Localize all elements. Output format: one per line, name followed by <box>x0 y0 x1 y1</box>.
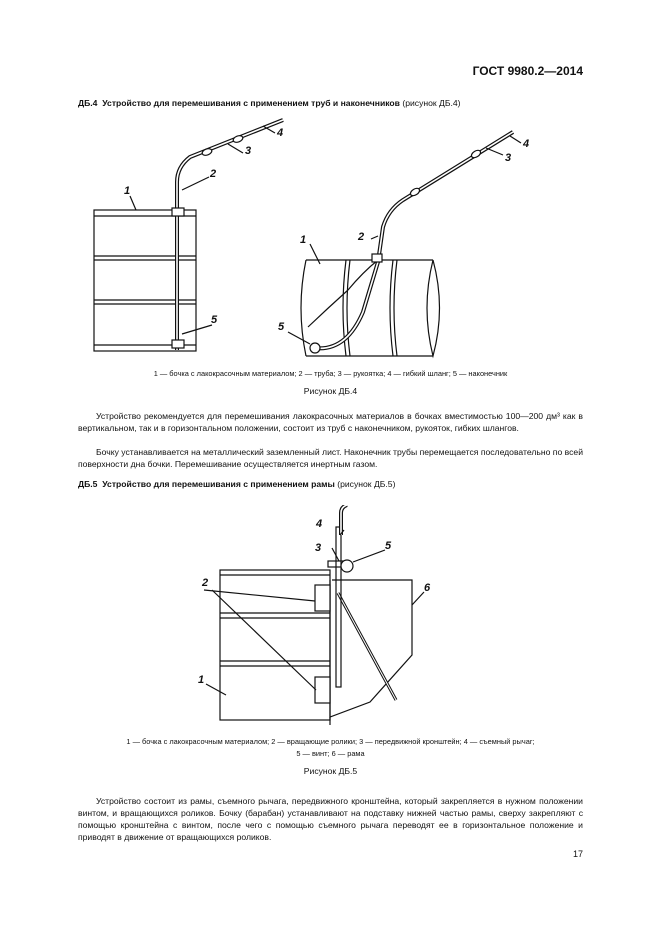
figure-d5-caption-line-2: 5 — винт; 6 — рама <box>296 749 365 758</box>
figure-d4-title: Рисунок ДБ.4 <box>303 386 358 396</box>
label-5-right: 5 <box>278 321 285 333</box>
label-4-right: 4 <box>523 138 530 150</box>
label-3-left: 3 <box>245 145 252 157</box>
standard-number: ГОСТ 9980.2—2014 <box>472 64 583 78</box>
label-5-left: 5 <box>211 314 218 326</box>
section-heading-d4 <box>78 98 461 108</box>
label-2-right: 2 <box>358 231 365 243</box>
paragraph-d5-1: Устройство состоит из рамы, съемного рычага, передвижного кронштейна, который закрепляется в нужном положении винтом, и вращающихся роликов. Бочку (барабан) устанавливают на подставку нижней частью рамы, сверху закрепляют с помощью кронштейна с винтом, после чего с помощью съемного рычага переводят ее в горизонтальное положение и приводят в движение от вращающихся роликов. <box>78 796 583 842</box>
label-1-left: 1 <box>124 185 131 197</box>
label-5: 5 <box>385 540 392 552</box>
barrel <box>220 570 330 720</box>
section-ref: (рисунок ДБ.4) <box>402 98 461 108</box>
section-heading-d5 <box>78 479 395 489</box>
vertical-barrel <box>94 210 196 351</box>
section-title: Устройство для перемешивания с применением рамы <box>102 479 335 489</box>
label-6: 6 <box>424 582 431 594</box>
paragraph-d4-2: Бочку устанавливается на металлический заземленный лист. Наконечник трубы перемещается последовательно по всей поверхности дна бочки. Перемешивание осуществляется инертным газом. <box>78 447 583 469</box>
section-ref: (рисунок ДБ.5) <box>337 479 396 489</box>
page-number: 17 <box>572 849 583 859</box>
figure-d5-title: Рисунок ДБ.5 <box>303 766 358 776</box>
label-2-left: 2 <box>210 168 217 180</box>
paragraph-d4-1: Устройство рекомендуется для перемешивания лакокрасочных материалов в бочках вместимостью 100—200 дм³ как в вертикальном, так и в горизонтальном положении, состоит из труб с наконечником, рукояток, гибких шлангов. <box>78 411 583 433</box>
label-4: 4 <box>316 518 323 530</box>
figure-d5-drawing <box>190 505 450 727</box>
label-4-left: 4 <box>277 127 284 139</box>
figure-d4-drawing <box>78 112 583 367</box>
label-2: 2 <box>202 577 209 589</box>
section-title: Устройство для перемешивания с применением труб и наконечников <box>102 98 400 108</box>
figure-d4-caption: 1 — бочка с лакокрасочным материалом; 2 — труба; 3 — рукоятка; 4 — гибкий шланг; 5 — наконечник <box>153 369 508 378</box>
label-3-right: 3 <box>505 152 512 164</box>
label-3: 3 <box>315 542 322 554</box>
section-number: ДБ.5 <box>78 479 98 489</box>
label-1: 1 <box>198 674 205 686</box>
figure-d5-caption-line-1: 1 — бочка с лакокрасочным материалом; 2 — вращающие ролики; 3 — передвижной кронштейн; 4 — съемный рычаг; <box>126 737 535 746</box>
label-1-right: 1 <box>300 234 307 246</box>
section-number: ДБ.4 <box>78 98 98 108</box>
